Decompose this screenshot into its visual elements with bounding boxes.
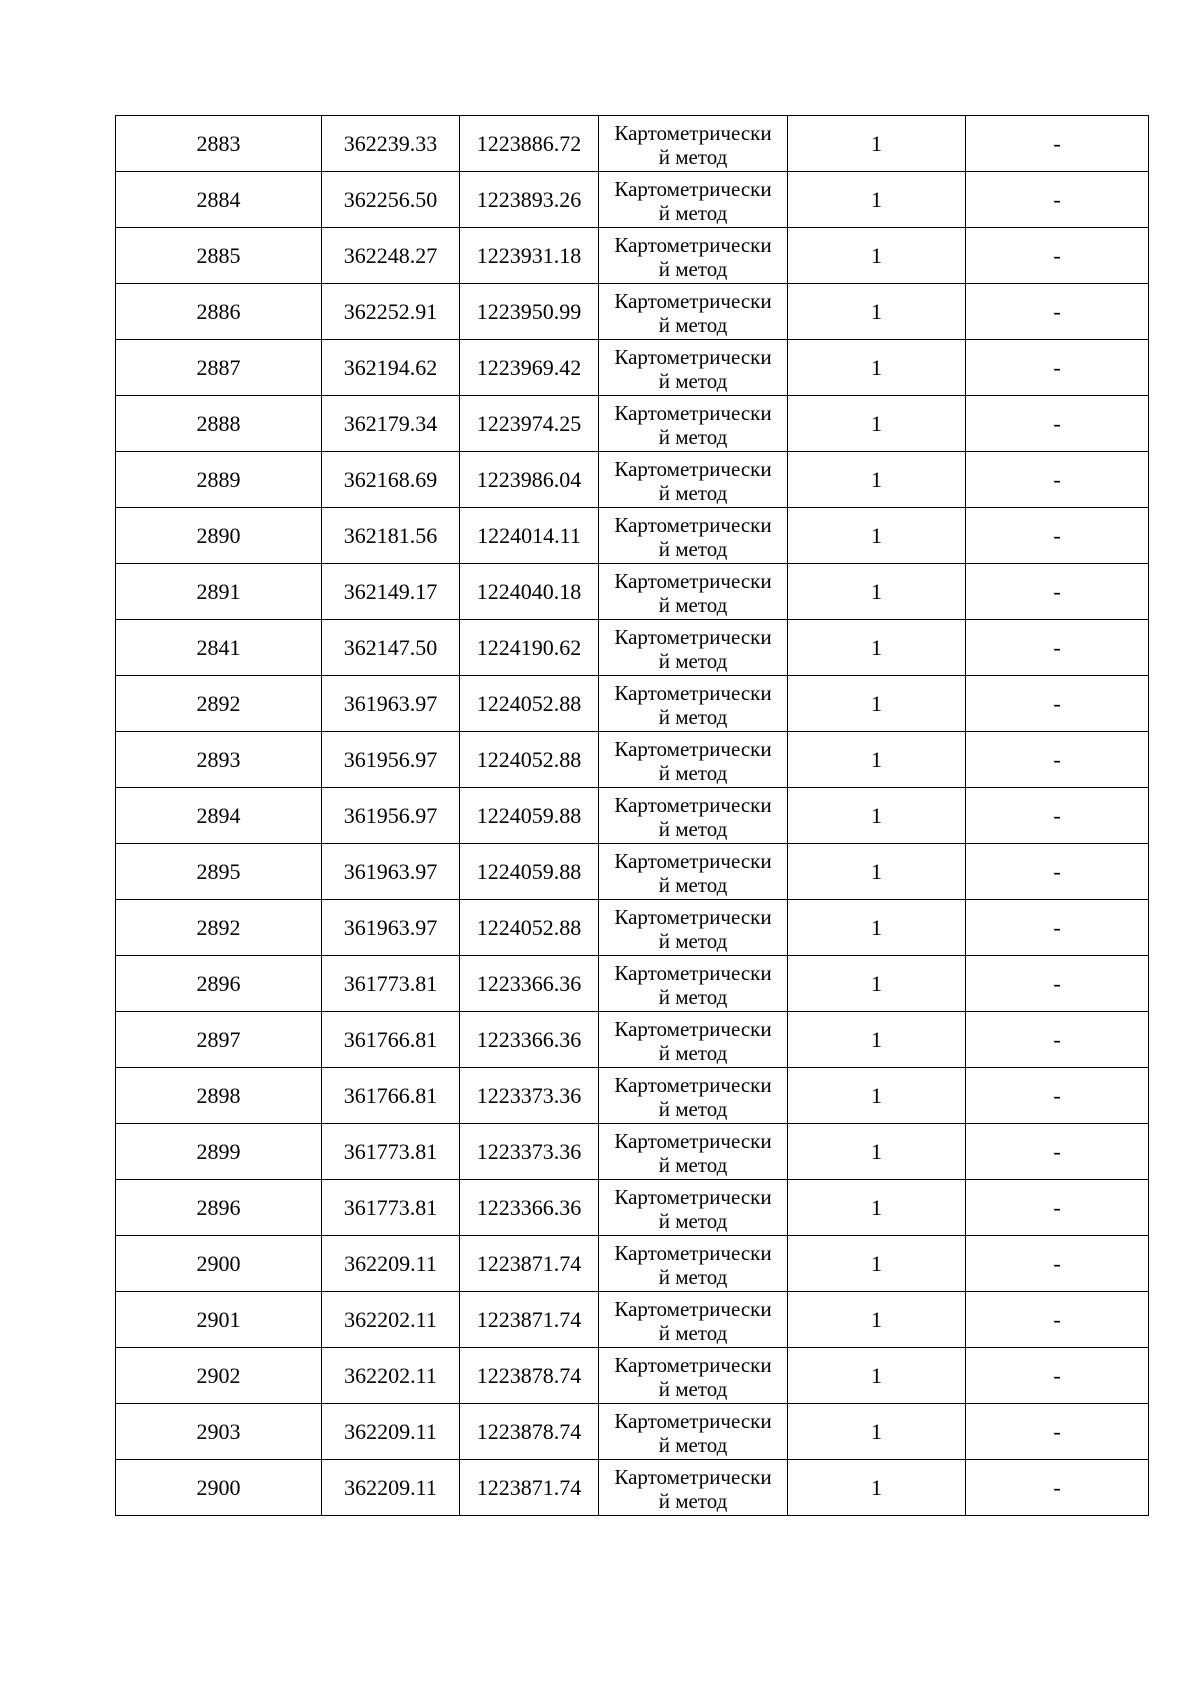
x-coordinate-cell: 362149.17 bbox=[322, 564, 460, 620]
method-line-2: й метод bbox=[658, 872, 728, 897]
note-cell: - bbox=[966, 1404, 1149, 1460]
table-row bbox=[116, 1348, 1149, 1404]
table-row bbox=[116, 1180, 1149, 1236]
method-cell bbox=[599, 1404, 788, 1460]
table-row bbox=[116, 172, 1149, 228]
note-cell: - bbox=[966, 844, 1149, 900]
table-row bbox=[116, 844, 1149, 900]
method-line-1: Картометрически bbox=[614, 456, 772, 481]
note-cell: - bbox=[966, 732, 1149, 788]
method-line-2: й метод bbox=[658, 1040, 728, 1065]
point-number-cell: 2897 bbox=[116, 1012, 322, 1068]
method-line-1: Картометрически bbox=[614, 736, 772, 761]
accuracy-cell: 1 bbox=[788, 1068, 966, 1124]
point-number-cell: 2896 bbox=[116, 1180, 322, 1236]
note-cell: - bbox=[966, 1068, 1149, 1124]
method-line-2: й метод bbox=[658, 256, 728, 281]
point-number-cell: 2893 bbox=[116, 732, 322, 788]
accuracy-cell: 1 bbox=[788, 1292, 966, 1348]
table-row bbox=[116, 1236, 1149, 1292]
point-number-cell: 2889 bbox=[116, 452, 322, 508]
y-coordinate-cell: 1224059.88 bbox=[460, 788, 599, 844]
point-number-cell: 2885 bbox=[116, 228, 322, 284]
note-cell: - bbox=[966, 396, 1149, 452]
accuracy-cell: 1 bbox=[788, 620, 966, 676]
method-line-2: й метод bbox=[658, 1320, 728, 1345]
method-line-2: й метод bbox=[658, 536, 728, 561]
method-line-1: Картометрически bbox=[614, 568, 772, 593]
accuracy-cell: 1 bbox=[788, 1180, 966, 1236]
method-cell bbox=[599, 452, 788, 508]
method-line-1: Картометрически bbox=[614, 400, 772, 425]
method-line-2: й метод bbox=[658, 1376, 728, 1401]
note-cell: - bbox=[966, 452, 1149, 508]
table-row bbox=[116, 676, 1149, 732]
method-line-1: Картометрически bbox=[614, 904, 772, 929]
x-coordinate-cell: 361766.81 bbox=[322, 1012, 460, 1068]
x-coordinate-cell: 362252.91 bbox=[322, 284, 460, 340]
y-coordinate-cell: 1224052.88 bbox=[460, 676, 599, 732]
x-coordinate-cell: 362256.50 bbox=[322, 172, 460, 228]
method-cell bbox=[599, 1068, 788, 1124]
method-line-1: Картометрически bbox=[614, 848, 772, 873]
point-number-cell: 2894 bbox=[116, 788, 322, 844]
method-cell bbox=[599, 1012, 788, 1068]
method-cell bbox=[599, 788, 788, 844]
note-cell: - bbox=[966, 1012, 1149, 1068]
method-cell bbox=[599, 1236, 788, 1292]
note-cell: - bbox=[966, 1180, 1149, 1236]
x-coordinate-cell: 362179.34 bbox=[322, 396, 460, 452]
point-number-cell: 2887 bbox=[116, 340, 322, 396]
x-coordinate-cell: 362202.11 bbox=[322, 1292, 460, 1348]
note-cell: - bbox=[966, 340, 1149, 396]
accuracy-cell: 1 bbox=[788, 956, 966, 1012]
note-cell: - bbox=[966, 116, 1149, 172]
table-row bbox=[116, 564, 1149, 620]
accuracy-cell: 1 bbox=[788, 340, 966, 396]
method-line-1: Картометрически bbox=[614, 232, 772, 257]
method-line-1: Картометрически bbox=[614, 792, 772, 817]
accuracy-cell: 1 bbox=[788, 508, 966, 564]
x-coordinate-cell: 362209.11 bbox=[322, 1460, 460, 1516]
table-row bbox=[116, 340, 1149, 396]
note-cell: - bbox=[966, 508, 1149, 564]
accuracy-cell: 1 bbox=[788, 900, 966, 956]
table-row bbox=[116, 956, 1149, 1012]
x-coordinate-cell: 361963.97 bbox=[322, 844, 460, 900]
method-line-1: Картометрически bbox=[614, 1408, 772, 1433]
note-cell: - bbox=[966, 172, 1149, 228]
method-line-1: Картометрически bbox=[614, 1240, 772, 1265]
method-line-1: Картометрически bbox=[614, 512, 772, 537]
x-coordinate-cell: 361773.81 bbox=[322, 1124, 460, 1180]
accuracy-cell: 1 bbox=[788, 172, 966, 228]
y-coordinate-cell: 1224190.62 bbox=[460, 620, 599, 676]
accuracy-cell: 1 bbox=[788, 284, 966, 340]
method-line-1: Картометрически bbox=[614, 344, 772, 369]
table-row bbox=[116, 508, 1149, 564]
point-number-cell: 2888 bbox=[116, 396, 322, 452]
note-cell: - bbox=[966, 900, 1149, 956]
table-row bbox=[116, 284, 1149, 340]
y-coordinate-cell: 1223969.42 bbox=[460, 340, 599, 396]
point-number-cell: 2890 bbox=[116, 508, 322, 564]
table-row bbox=[116, 620, 1149, 676]
table-row bbox=[116, 900, 1149, 956]
note-cell: - bbox=[966, 1292, 1149, 1348]
method-cell bbox=[599, 1292, 788, 1348]
method-line-1: Картометрически bbox=[614, 1016, 772, 1041]
note-cell: - bbox=[966, 788, 1149, 844]
y-coordinate-cell: 1223886.72 bbox=[460, 116, 599, 172]
accuracy-cell: 1 bbox=[788, 1124, 966, 1180]
table-row bbox=[116, 452, 1149, 508]
method-cell bbox=[599, 676, 788, 732]
x-coordinate-cell: 362248.27 bbox=[322, 228, 460, 284]
x-coordinate-cell: 361963.97 bbox=[322, 676, 460, 732]
y-coordinate-cell: 1224059.88 bbox=[460, 844, 599, 900]
method-cell bbox=[599, 172, 788, 228]
y-coordinate-cell: 1224040.18 bbox=[460, 564, 599, 620]
method-line-1: Картометрически bbox=[614, 1184, 772, 1209]
note-cell: - bbox=[966, 620, 1149, 676]
y-coordinate-cell: 1223931.18 bbox=[460, 228, 599, 284]
table-row bbox=[116, 1404, 1149, 1460]
point-number-cell: 2903 bbox=[116, 1404, 322, 1460]
y-coordinate-cell: 1224014.11 bbox=[460, 508, 599, 564]
coordinates-table bbox=[115, 115, 1149, 1516]
method-line-1: Картометрически bbox=[614, 120, 772, 145]
accuracy-cell: 1 bbox=[788, 1012, 966, 1068]
method-line-2: й метод bbox=[658, 592, 728, 617]
y-coordinate-cell: 1223366.36 bbox=[460, 1012, 599, 1068]
y-coordinate-cell: 1224052.88 bbox=[460, 900, 599, 956]
method-line-2: й метод bbox=[658, 1432, 728, 1457]
table-row bbox=[116, 396, 1149, 452]
point-number-cell: 2902 bbox=[116, 1348, 322, 1404]
method-line-2: й метод bbox=[658, 480, 728, 505]
note-cell: - bbox=[966, 564, 1149, 620]
y-coordinate-cell: 1223366.36 bbox=[460, 956, 599, 1012]
method-line-2: й метод bbox=[658, 312, 728, 337]
method-cell bbox=[599, 284, 788, 340]
method-line-1: Картометрически bbox=[614, 1128, 772, 1153]
point-number-cell: 2898 bbox=[116, 1068, 322, 1124]
table-row bbox=[116, 228, 1149, 284]
accuracy-cell: 1 bbox=[788, 676, 966, 732]
method-cell bbox=[599, 340, 788, 396]
method-line-2: й метод bbox=[658, 1152, 728, 1177]
x-coordinate-cell: 362239.33 bbox=[322, 116, 460, 172]
method-line-1: Картометрически bbox=[614, 1296, 772, 1321]
x-coordinate-cell: 362194.62 bbox=[322, 340, 460, 396]
method-cell bbox=[599, 508, 788, 564]
method-line-1: Картометрически bbox=[614, 960, 772, 985]
point-number-cell: 2899 bbox=[116, 1124, 322, 1180]
method-line-2: й метод bbox=[658, 200, 728, 225]
method-cell bbox=[599, 900, 788, 956]
accuracy-cell: 1 bbox=[788, 564, 966, 620]
table-row bbox=[116, 1124, 1149, 1180]
x-coordinate-cell: 362209.11 bbox=[322, 1404, 460, 1460]
note-cell: - bbox=[966, 228, 1149, 284]
y-coordinate-cell: 1223974.25 bbox=[460, 396, 599, 452]
point-number-cell: 2892 bbox=[116, 900, 322, 956]
method-cell bbox=[599, 844, 788, 900]
method-cell bbox=[599, 116, 788, 172]
note-cell: - bbox=[966, 1124, 1149, 1180]
table-row bbox=[116, 1068, 1149, 1124]
y-coordinate-cell: 1223366.36 bbox=[460, 1180, 599, 1236]
point-number-cell: 2892 bbox=[116, 676, 322, 732]
method-cell bbox=[599, 732, 788, 788]
x-coordinate-cell: 361963.97 bbox=[322, 900, 460, 956]
method-line-2: й метод bbox=[658, 760, 728, 785]
point-number-cell: 2901 bbox=[116, 1292, 322, 1348]
x-coordinate-cell: 362202.11 bbox=[322, 1348, 460, 1404]
point-number-cell: 2891 bbox=[116, 564, 322, 620]
accuracy-cell: 1 bbox=[788, 396, 966, 452]
note-cell: - bbox=[966, 1348, 1149, 1404]
point-number-cell: 2883 bbox=[116, 116, 322, 172]
method-line-2: й метод bbox=[658, 704, 728, 729]
method-cell bbox=[599, 620, 788, 676]
point-number-cell: 2900 bbox=[116, 1460, 322, 1516]
method-cell bbox=[599, 1180, 788, 1236]
method-line-1: Картометрически bbox=[614, 176, 772, 201]
method-line-1: Картометрически bbox=[614, 1464, 772, 1489]
x-coordinate-cell: 361773.81 bbox=[322, 1180, 460, 1236]
method-line-2: й метод bbox=[658, 144, 728, 169]
method-cell bbox=[599, 228, 788, 284]
table-row bbox=[116, 732, 1149, 788]
coordinates-table-body bbox=[116, 116, 1149, 1516]
method-line-2: й метод bbox=[658, 1096, 728, 1121]
method-cell bbox=[599, 1124, 788, 1180]
method-line-2: й метод bbox=[658, 984, 728, 1009]
point-number-cell: 2884 bbox=[116, 172, 322, 228]
note-cell: - bbox=[966, 284, 1149, 340]
x-coordinate-cell: 361773.81 bbox=[322, 956, 460, 1012]
method-cell bbox=[599, 1460, 788, 1516]
y-coordinate-cell: 1223871.74 bbox=[460, 1236, 599, 1292]
method-line-2: й метод bbox=[658, 648, 728, 673]
y-coordinate-cell: 1223878.74 bbox=[460, 1404, 599, 1460]
point-number-cell: 2895 bbox=[116, 844, 322, 900]
note-cell: - bbox=[966, 1236, 1149, 1292]
y-coordinate-cell: 1223871.74 bbox=[460, 1460, 599, 1516]
accuracy-cell: 1 bbox=[788, 1348, 966, 1404]
accuracy-cell: 1 bbox=[788, 788, 966, 844]
table-row bbox=[116, 1012, 1149, 1068]
method-line-2: й метод bbox=[658, 368, 728, 393]
y-coordinate-cell: 1223878.74 bbox=[460, 1348, 599, 1404]
accuracy-cell: 1 bbox=[788, 452, 966, 508]
method-line-1: Картометрически bbox=[614, 288, 772, 313]
y-coordinate-cell: 1223871.74 bbox=[460, 1292, 599, 1348]
method-line-1: Картометрически bbox=[614, 1352, 772, 1377]
method-line-2: й метод bbox=[658, 1264, 728, 1289]
y-coordinate-cell: 1224052.88 bbox=[460, 732, 599, 788]
x-coordinate-cell: 361956.97 bbox=[322, 732, 460, 788]
y-coordinate-cell: 1223373.36 bbox=[460, 1068, 599, 1124]
method-line-1: Картометрически bbox=[614, 624, 772, 649]
accuracy-cell: 1 bbox=[788, 1404, 966, 1460]
method-line-1: Картометрически bbox=[614, 680, 772, 705]
accuracy-cell: 1 bbox=[788, 1460, 966, 1516]
y-coordinate-cell: 1223373.36 bbox=[460, 1124, 599, 1180]
method-line-2: й метод bbox=[658, 1488, 728, 1513]
table-row bbox=[116, 116, 1149, 172]
method-cell bbox=[599, 956, 788, 1012]
x-coordinate-cell: 361956.97 bbox=[322, 788, 460, 844]
method-line-2: й метод bbox=[658, 816, 728, 841]
point-number-cell: 2900 bbox=[116, 1236, 322, 1292]
x-coordinate-cell: 362181.56 bbox=[322, 508, 460, 564]
accuracy-cell: 1 bbox=[788, 228, 966, 284]
method-cell bbox=[599, 564, 788, 620]
point-number-cell: 2841 bbox=[116, 620, 322, 676]
method-line-2: й метод bbox=[658, 928, 728, 953]
accuracy-cell: 1 bbox=[788, 844, 966, 900]
y-coordinate-cell: 1223893.26 bbox=[460, 172, 599, 228]
point-number-cell: 2896 bbox=[116, 956, 322, 1012]
x-coordinate-cell: 361766.81 bbox=[322, 1068, 460, 1124]
note-cell: - bbox=[966, 1460, 1149, 1516]
method-line-1: Картометрически bbox=[614, 1072, 772, 1097]
x-coordinate-cell: 362168.69 bbox=[322, 452, 460, 508]
method-cell bbox=[599, 1348, 788, 1404]
note-cell: - bbox=[966, 676, 1149, 732]
y-coordinate-cell: 1223950.99 bbox=[460, 284, 599, 340]
accuracy-cell: 1 bbox=[788, 116, 966, 172]
method-line-2: й метод bbox=[658, 1208, 728, 1233]
method-cell bbox=[599, 396, 788, 452]
accuracy-cell: 1 bbox=[788, 1236, 966, 1292]
table-row bbox=[116, 788, 1149, 844]
x-coordinate-cell: 362209.11 bbox=[322, 1236, 460, 1292]
accuracy-cell: 1 bbox=[788, 732, 966, 788]
table-row bbox=[116, 1292, 1149, 1348]
y-coordinate-cell: 1223986.04 bbox=[460, 452, 599, 508]
table-row bbox=[116, 1460, 1149, 1516]
note-cell: - bbox=[966, 956, 1149, 1012]
x-coordinate-cell: 362147.50 bbox=[322, 620, 460, 676]
point-number-cell: 2886 bbox=[116, 284, 322, 340]
method-line-2: й метод bbox=[658, 424, 728, 449]
